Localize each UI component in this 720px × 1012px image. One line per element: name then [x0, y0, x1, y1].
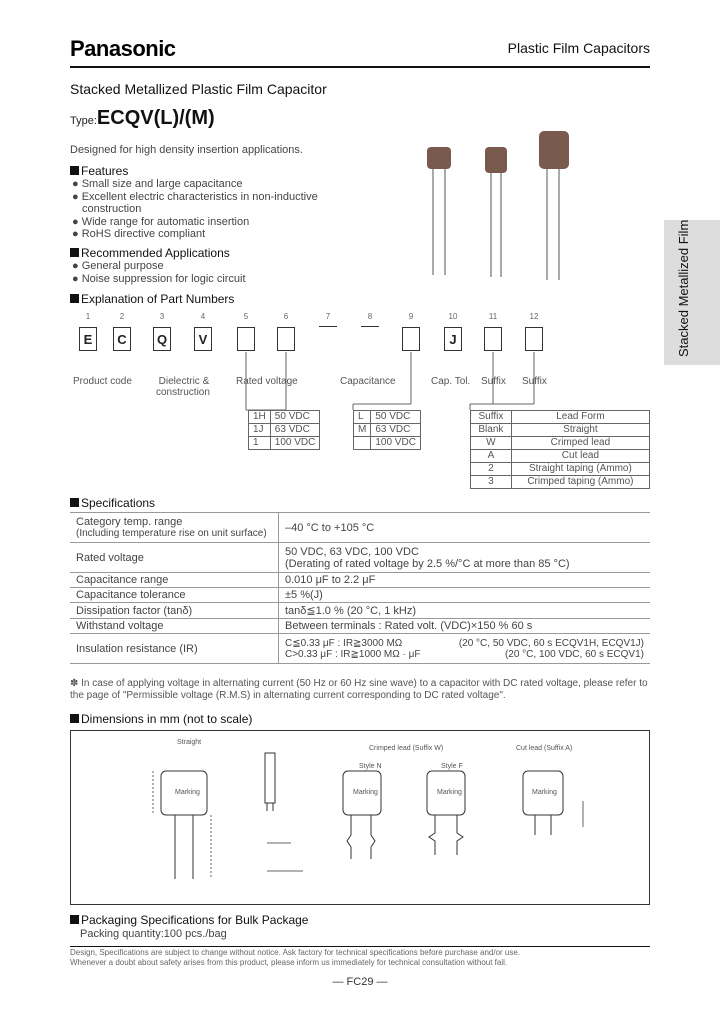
- part-code-box-9: [402, 327, 420, 351]
- position-number: 11: [488, 312, 498, 321]
- page-number: — FC29 —: [332, 976, 388, 988]
- type-value: ECQV(L)/(M): [96, 107, 215, 129]
- part-code-box-4: V: [194, 327, 212, 351]
- table-row: Capacitance range 0.010 μF to 2.2 μF: [70, 573, 650, 588]
- style-f-label: Style F: [441, 763, 463, 770]
- position-number: 5: [243, 312, 249, 321]
- marking-label: Marking: [175, 789, 200, 796]
- part-numbers-heading: Explanation of Part Numbers: [70, 292, 234, 306]
- table-row: Capacitance tolerance ±5 %(J): [70, 588, 650, 603]
- marking-label: Marking: [532, 789, 557, 796]
- label-suffix-2: Suffix: [522, 376, 547, 387]
- list-item: ● Small size and large capacitance: [72, 178, 243, 190]
- page-title: Stacked Metallized Plastic Film Capacitor: [70, 81, 327, 97]
- position-number: 10: [448, 312, 458, 321]
- table-row: Suffix Lead Form: [471, 411, 650, 424]
- applications-list: [72, 260, 246, 285]
- voltage-code-table: [248, 410, 320, 450]
- list-item: ● Excellent electric characteristics in non-inductive: [72, 190, 318, 203]
- position-number: 7: [325, 312, 331, 321]
- table-row: W Crimped lead: [471, 437, 650, 450]
- table-row: M 63 VDC: [354, 424, 421, 437]
- table-row: 1 100 VDC: [249, 437, 320, 450]
- ac-voltage-note: ✽ In case of applying voltage in alternating current (50 Hz or 60 Hz sine wave) to a capacitor with DC rated voltage, please refer to the page of "Permissible voltage (R.M.S) in alternating current corresponding to DC rated voltage".: [70, 678, 648, 701]
- label-suffix-1: Suffix: [481, 376, 506, 387]
- part-code-box-1: E: [79, 327, 97, 351]
- position-number: 2: [119, 312, 125, 321]
- table-row: Insulation resistance (IR) C≦0.33 μF : IR≧3000 MΩ (20 °C, 50 VDC, 60 s ECQV1H, ECQV1J) C>0.33 μF : IR≧1000 MΩ · μF (20 °C, 100 VDC, 60 s ECQV1): [70, 634, 650, 664]
- part-code-dash-7: [319, 326, 337, 327]
- part-code-box-12: [525, 327, 543, 351]
- table-row: Rated voltage 50 VDC, 63 VDC, 100 VDC (Derating of rated voltage by 2.5 %/°C at more than 85 °C): [70, 543, 650, 573]
- part-code-box-11: [484, 327, 502, 351]
- footer-notice: Design, Specifications are subject to change without notice. Ask factory for technical specifications before purchase and/or use. Whenever a doubt about safety arises from this product, please inform us immediately for technical consultation without fail.: [70, 948, 521, 967]
- table-row: L 50 VDC: [354, 411, 421, 424]
- table-row: Category temp. range (Including temperature rise on unit surface) –40 °C to +105 °C: [70, 513, 650, 543]
- capacitor-large: [539, 131, 569, 280]
- table-row: Blank Straight: [471, 424, 650, 437]
- footer-rule: [70, 946, 650, 947]
- crimped-label: Crimped lead (Suffix W): [369, 745, 444, 752]
- list-item: ● Wide range for automatic insertion: [72, 215, 250, 228]
- label-product-code: Product code: [73, 376, 132, 387]
- part-code-box-6: [277, 327, 295, 351]
- header-rule: [70, 66, 650, 68]
- packaging-qty: Packing quantity:100 pcs./bag: [80, 928, 227, 940]
- table-row: Dissipation factor (tanδ) tanδ≦1.0 % (20 °C, 1 kHz): [70, 603, 650, 619]
- dimension-lines: [71, 731, 649, 904]
- cut-label: Cut lead (Suffix A): [516, 745, 573, 752]
- specs-table: [70, 512, 650, 664]
- marking-label: Marking: [353, 789, 378, 796]
- label-cap-tol: Cap. Tol.: [431, 376, 471, 387]
- position-number: 9: [408, 312, 414, 321]
- applications-heading: Recommended Applications: [70, 246, 230, 260]
- brand-logo: Panasonic: [70, 36, 176, 61]
- marking-label: Marking: [437, 789, 462, 796]
- table-row: 1H 50 VDC: [249, 411, 320, 424]
- label-capacitance: Capacitance: [340, 376, 396, 387]
- label-dielectric: Dielectric & construction: [156, 376, 210, 398]
- list-item: construction: [82, 203, 142, 215]
- category-title: Plastic Film Capacitors: [507, 40, 650, 56]
- table-row: 2 Straight taping (Ammo): [471, 463, 650, 476]
- lead-form-table: [470, 410, 650, 489]
- part-code-box-10: J: [444, 327, 462, 351]
- position-number: 3: [159, 312, 165, 321]
- capacitor-photo: [415, 125, 585, 285]
- style-n-label: Style N: [359, 763, 382, 770]
- position-number: 4: [200, 312, 206, 321]
- position-number: 8: [367, 312, 373, 321]
- list-item: ● General purpose: [72, 260, 164, 272]
- part-code-box-2: C: [113, 327, 131, 351]
- packaging-heading: Packaging Specifications for Bulk Package: [70, 913, 308, 927]
- features-list: [72, 178, 318, 241]
- side-tab-label: Stacked Metallized Film: [676, 219, 691, 357]
- capacitor-medium: [485, 147, 507, 277]
- table-row: 1J 63 VDC: [249, 424, 320, 437]
- list-item: ● RoHS directive compliant: [72, 228, 206, 240]
- straight-label: Straight: [177, 739, 202, 746]
- label-rated-voltage: Rated voltage: [236, 376, 298, 387]
- dimensions-heading: Dimensions in mm (not to scale): [70, 712, 252, 726]
- part-code-dash-8: [361, 326, 379, 327]
- table-row: Withstand voltage Between terminals : Rated volt. (VDC)×150 % 60 s: [70, 619, 650, 634]
- side-tab: [664, 220, 720, 365]
- capacitor-small: [427, 147, 451, 275]
- position-number: 6: [283, 312, 289, 321]
- type-line: [70, 107, 215, 130]
- table-row: 3 Crimped taping (Ammo): [471, 476, 650, 489]
- features-heading: Features: [70, 164, 128, 178]
- part-code-box-3: Q: [153, 327, 171, 351]
- position-number: 12: [529, 312, 539, 321]
- dimensions-drawing: [70, 730, 650, 905]
- capacitance-code-table: [353, 410, 421, 450]
- list-item: ● Noise suppression for logic circuit: [72, 272, 246, 285]
- specs-heading: Specifications: [70, 496, 155, 510]
- type-label: Type:: [70, 115, 97, 127]
- position-number: 1: [85, 312, 91, 321]
- intro-text: Designed for high density insertion applications.: [70, 144, 303, 156]
- table-row: 100 VDC: [354, 437, 421, 450]
- table-row: A Cut lead: [471, 450, 650, 463]
- part-code-box-5: [237, 327, 255, 351]
